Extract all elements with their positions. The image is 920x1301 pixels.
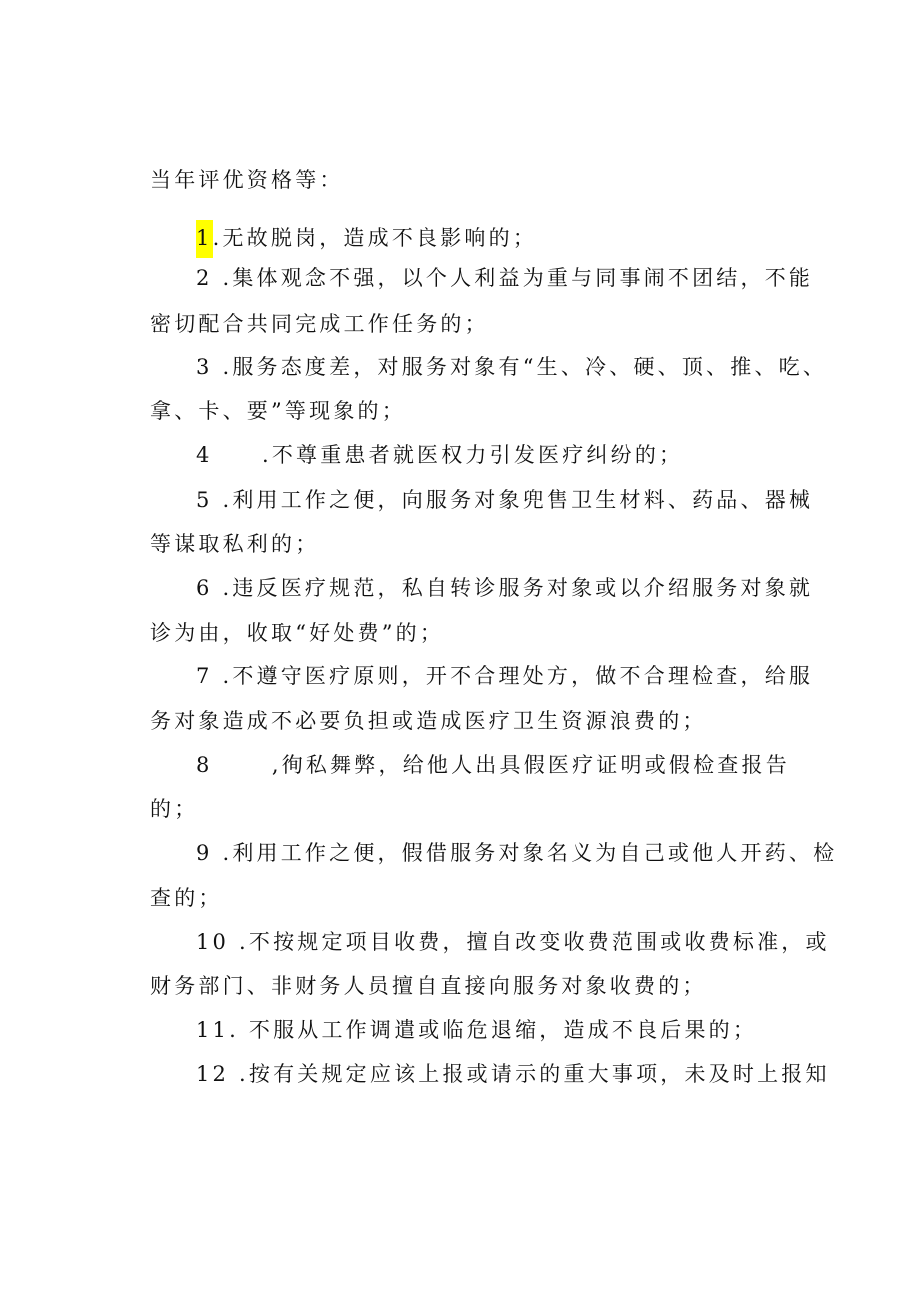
list-item-10 [196,928,830,956]
list-item-9-continuation: 查的； [150,886,223,910]
item-text: .利用工作之便，假借服务对象名义为自己或他人开药、检 [212,841,838,865]
item-number: 7 [196,664,213,688]
item-text: .违反医疗规范，私自转诊服务对象或以介绍服务对象就 [212,576,814,600]
list-item-6-continuation: 诊为由，收取“好处费”的； [150,621,445,645]
item-number: 2 [196,266,213,290]
item-number: 5 [196,488,213,512]
item-number: 9 [196,841,213,865]
list-item-10-continuation: 财务部门、非财务人员擅自直接向服务对象收费的； [150,974,707,998]
item-text: .无故脱岗，造成不良影响的； [212,226,538,250]
list-item-7 [196,662,813,690]
item-text: .利用工作之便，向服务对象兜售卫生材料、药品、器械 [212,488,814,512]
intro-line: 当年评优资格等： [150,168,344,192]
item-text: .不遵守医疗原则，开不合理处方，做不合理检查，给服 [212,664,814,688]
list-item-4 [196,441,683,469]
list-item-5 [196,486,813,514]
item-text: .按有关规定应该上报或请示的重大事项，未及时上报知 [229,1062,830,1086]
list-item-3-continuation: 拿、卡、要”等现象的； [150,399,406,423]
item-number: 4 [196,443,213,467]
item-number: 6 [196,576,213,600]
list-item-2 [196,264,813,292]
item-text: . 不服从工作调遣或临危退缩，造成不良后果的； [229,1018,758,1042]
list-item-9 [196,839,837,867]
item-text: .不按规定项目收费，擅自改变收费范围或收费标准，或 [229,930,830,954]
item-text: .服务态度差，对服务对象有“生、冷、硬、顶、推、吃、 [212,355,828,379]
list-item-2-continuation: 密切配合共同完成工作任务的； [150,312,489,336]
list-item-8-continuation: 的； [150,797,199,821]
item-number: 10 [196,930,230,954]
list-item-3 [196,353,827,381]
list-item-11 [196,1016,757,1044]
list-item-5-continuation: 等谋取私利的； [150,532,320,556]
item-number: 3 [196,355,213,379]
item-text: .不尊重患者就医权力引发医疗纠纷的； [212,443,684,467]
item-number: 11 [196,1018,230,1042]
item-number: 12 [196,1062,230,1086]
list-item-12 [196,1060,830,1088]
item-number: 8 [196,753,213,777]
item-text: .集体观念不强，以个人利益为重与同事闹不团结，不能 [212,266,814,290]
list-item-1 [196,220,537,258]
list-item-7-continuation: 务对象造成不必要负担或造成医疗卫生资源浪费的； [150,709,707,733]
list-item-8 [196,751,790,779]
list-item-6 [196,574,813,602]
item-text: ,徇私舞弊，给他人出具假医疗证明或假检查报告 [212,753,790,777]
item-number-highlighted: 1 [196,220,213,258]
